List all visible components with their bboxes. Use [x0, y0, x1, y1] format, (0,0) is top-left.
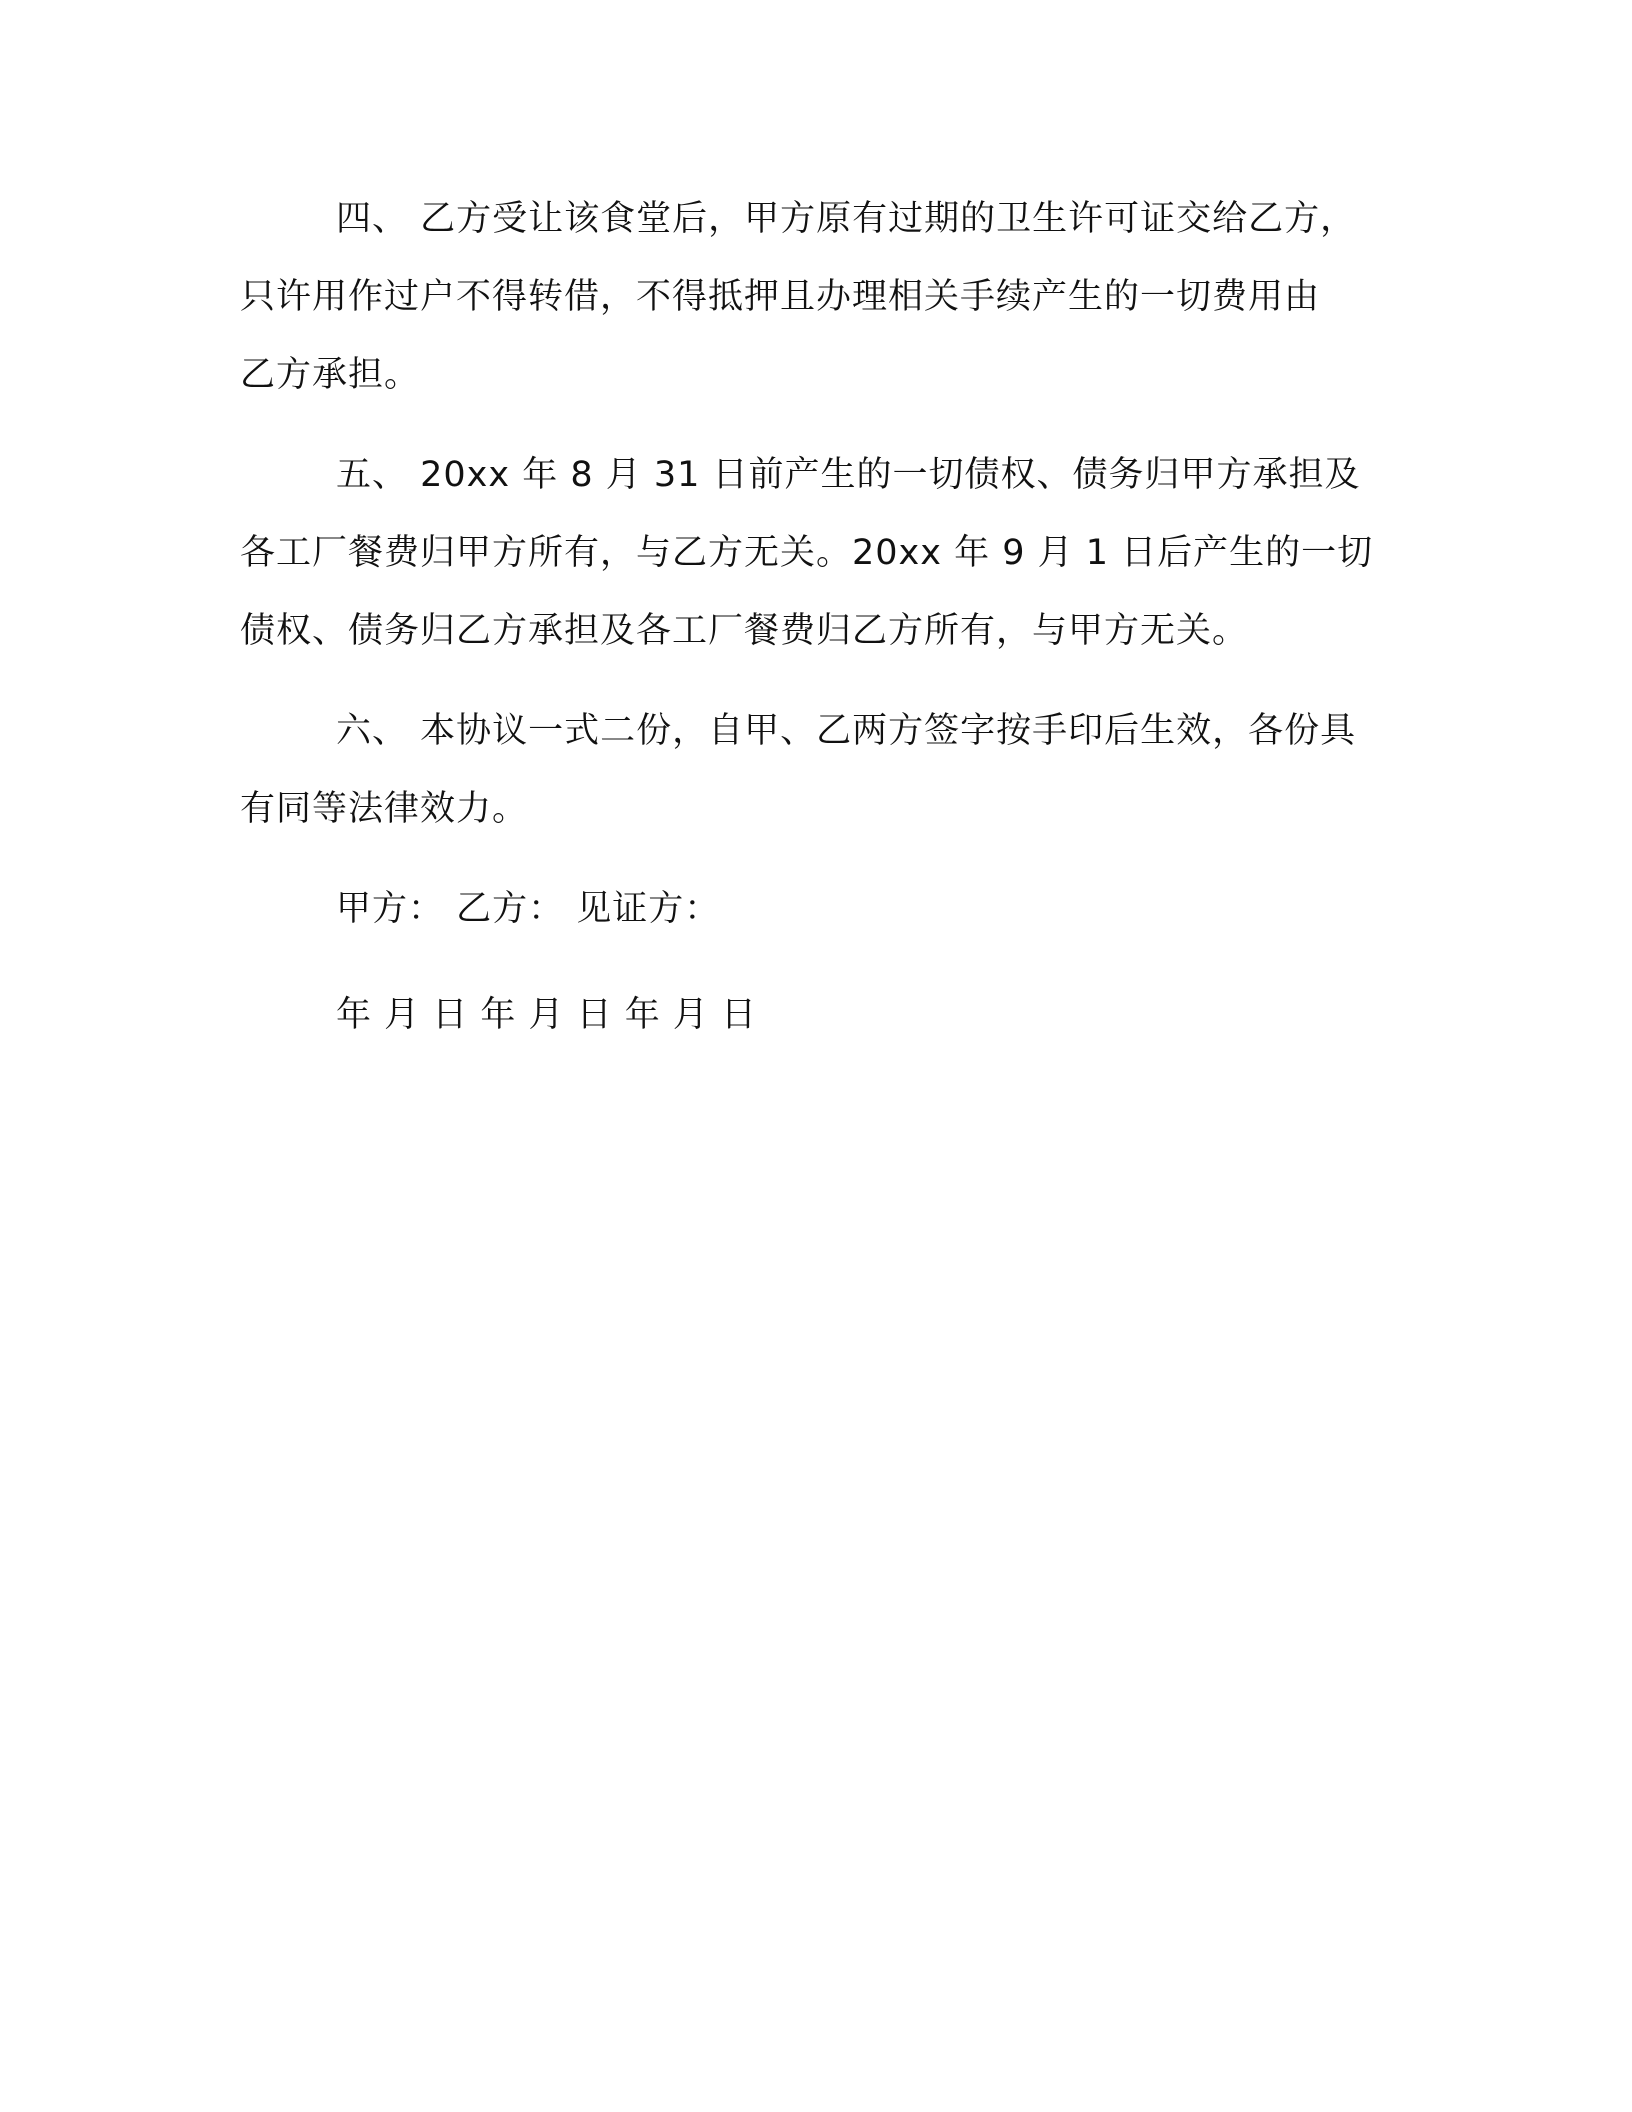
clause-five-line-3: 债权、债务归乙方承担及各工厂餐费归乙方所有，与甲方无关。: [240, 611, 1249, 651]
clause-four-line-1: 四、 乙方受让该食堂后，甲方原有过期的卫生许可证交给乙方，: [336, 199, 1357, 239]
clause-five-line-1: 五、 20xx 年 8 月 31 日前产生的一切债权、债务归甲方承担及: [336, 455, 1361, 495]
clause-four-line-3: 乙方承担。: [240, 355, 421, 395]
clause-five-line-2: 各工厂餐费归甲方所有，与乙方无关。20xx 年 9 月 1 日后产生的一切: [240, 533, 1374, 573]
clause-six-line-1: 六、 本协议一式二份，自甲、乙两方签字按手印后生效，各份具: [336, 711, 1357, 751]
clause-four: [240, 180, 1390, 414]
clause-five: [240, 436, 1390, 670]
clause-four-line-2: 只许用作过户不得转借，不得抵押且办理相关手续产生的一切费用由: [240, 277, 1321, 317]
clause-six: [240, 692, 1390, 848]
signature-parties: 甲方： 乙方： 见证方：: [336, 889, 721, 929]
signature-dates: 年 月 日 年 月 日 年 月 日: [336, 995, 758, 1035]
clause-six-line-2: 有同等法律效力。: [240, 789, 529, 829]
